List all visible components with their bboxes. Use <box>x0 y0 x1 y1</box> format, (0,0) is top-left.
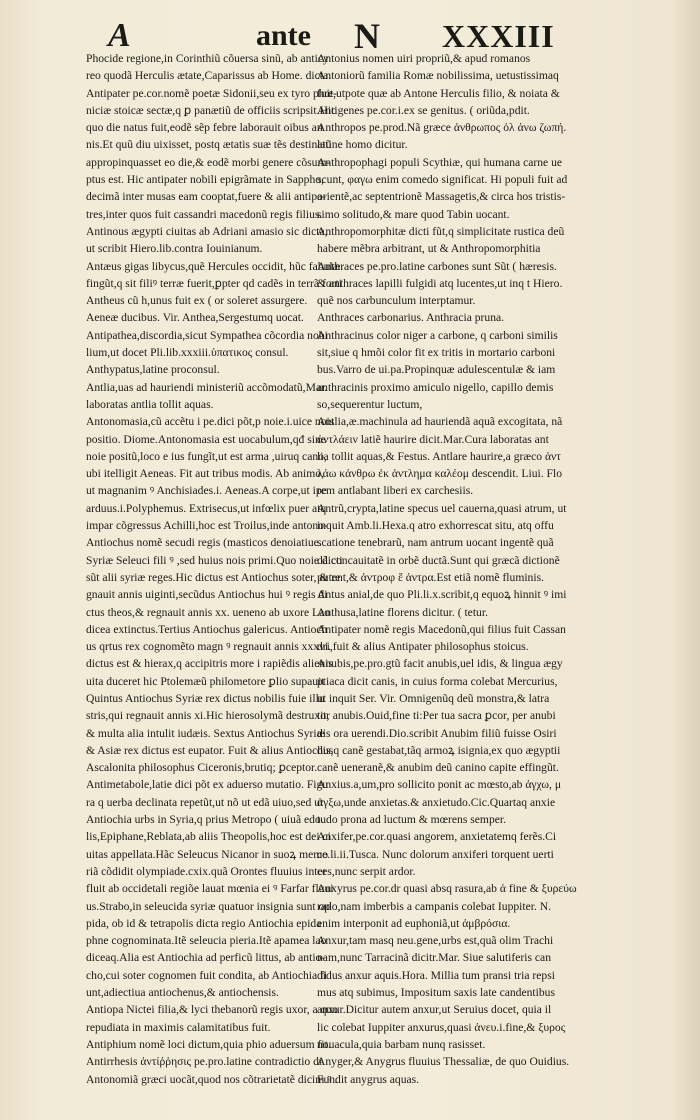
text-line: Antipathea,discordia,sicut Sympathea cõcordia nobi <box>86 328 328 342</box>
text-line: Antipater pe.cor.nomẽ poetæ Sidonii,seu ex tyro phœ- <box>86 86 337 100</box>
text-line: Antrũ,crypta,latine specus uel cauerna,quasi atrum, ut <box>317 501 567 515</box>
text-line: positio. Diome.Antonomasia est uocabulum,qđ sine <box>86 432 326 446</box>
text-line: impar cõgressus Achilli,hoc est Troilus,inde antono- <box>86 519 328 533</box>
text-line: Ascalonita philosophus Ciceronis,brutiq; ꝑceptor. <box>86 761 318 775</box>
text-line: ce.li.ii.Tusca. Nunc dolorum anxiferi torquent uerti <box>317 847 554 861</box>
text-line: anthracinis proximo amiculo nigello, capillo demis <box>317 380 554 394</box>
text-line: dicea extinctus.Tertius Antiochus galericus. Antioch <box>86 622 328 636</box>
text-line: Anthraces pe.pro.latine carbones sunt Sũt ( hæresis. <box>317 259 557 273</box>
text-line: Antirrhesis ἀντίῤῥησις pe.pro.latine contradictio dr. <box>86 1055 326 1069</box>
text-line: mus atq subimus, Impositum saxis late candentibus <box>317 986 555 1000</box>
text-line: Anthracinus color niger a carbone, q carboni similis <box>317 328 558 342</box>
text-line: riã cõdidit olympiade.cxix.quã Orontes fluuius inter <box>86 864 327 878</box>
text-line: dã concauitatẽ in orbẽ ductã.Sunt qui græcã dictionẽ <box>317 553 560 567</box>
text-line: ra q uerba declinata repetũt,ut nõ ut edã uiuo,sed ut <box>86 795 324 809</box>
header-right-letter: N <box>354 16 380 56</box>
text-line: arduus.i.Polyphemus. Extrisecus,ut infœlix puer atq <box>86 501 327 515</box>
text-line: laboratas antlia tollit aquas. <box>86 397 214 411</box>
text-line: Antigenes pe.cor.i.ex se genitus. ( oriũda,pdit. <box>317 103 530 117</box>
text-line: fluit ab occidetali regiõe lauat mœnia ei ꝰ Farfar fluui <box>86 882 334 896</box>
text-line: Antoniorũ familia Romæ nobilissima, uetustissimaq <box>317 69 559 83</box>
text-line: Antonomasia,cũ accẽtu i pe.dici põt,p noie.i.uice nois <box>86 415 335 429</box>
text-line: latine homo dicitur. <box>317 138 408 152</box>
text-line: dictus est & hierax,q accipitris more i rapiẽdis alienis <box>86 657 333 671</box>
text-line: lic colebat Iuppiter anxurus,quasi ἀνευ.i.fine,& ξυρος <box>317 1020 566 1034</box>
text-line: canẽ ueneranẽ,& anubim deũ canino capite effingũt. <box>317 761 559 775</box>
text-line: Antimetabole,latie dici põt ex aduerso mutatio. Figu <box>86 778 329 792</box>
text-line: nis.Et quũ diu uixisset, postq ætatis suæ tẽs destinatũ <box>86 138 332 152</box>
text-line: tor anubis.Ouid,fine ti:Per tua sacra ꝑcor, per anubi <box>317 709 556 723</box>
text-line: Antinous ægypti ciuitas ab Adriani amasio sic dicta, <box>86 224 328 238</box>
text-line: stris,qui regnauit annis xi.Hic hierosolymã destruxit, <box>86 709 330 723</box>
text-line: Syriæ Seleuci fili ꝰ ,sed huius nois primi.Quo noie dicti <box>86 553 343 567</box>
text-line: diceaq.Alia est Antiochia ad perficũ littus, ab antio- <box>86 951 326 965</box>
text-line: reo quodã Herculis ætate,Caparissus ab Home. dicta. <box>86 69 332 83</box>
text-line: & multa alia intulit iudæis. Sextus Antiochus Syriæ <box>86 726 325 740</box>
text-line: Anthusa,latine florens dicitur. ( tetur. <box>317 605 488 619</box>
text-line: anxur.Dicitur autem anxur,ut Seruius docet, quia il <box>317 1003 552 1017</box>
text-line: Anxius.a,um,pro sollicito ponit ac mœsto,ab ἀγχω, μ <box>317 778 562 792</box>
text-line: uita duceret hic Ptolemæũ philometore ꝑlio supauit <box>86 674 325 688</box>
text-line: ut magnanim ꝰ Anchisiades.i. Aeneas.A corpe,ut ipe <box>86 484 327 498</box>
text-line: quẽ nos carbunculum interptamur. <box>317 294 476 308</box>
text-line: fuit,utpote quæ ab Antone Herculis filio, & noiata & <box>317 86 560 100</box>
text-line: sũt alii syriæ reges.Hic dictus est Antiochus soter, & re <box>86 570 341 584</box>
text-line: fingũt,q sit filiꝰ terræ fuerit,ꝑpter qd cadẽs in terrã forti <box>86 276 342 290</box>
text-line: Anyger,& Anygrus fluuius Thessaliæ, de quo Ouidius. <box>317 1055 570 1069</box>
text-line: didus anxur aquis.Hora. Millia tum pransi tria repsi <box>317 968 555 982</box>
text-line: Antiochus nomẽ secudi regis (masticos denoiatiue. <box>86 536 322 550</box>
text-line: Anubis,pe.pro.gtũ facit anubis,uel idis, & lingua ægy <box>317 657 563 671</box>
text-line: ces,nunc serpit ardor. <box>317 864 416 878</box>
text-line: cho,cui soter cognomen fuit condita, ab Antiochia fi <box>86 968 328 982</box>
text-line: Fundit anygrus aquas. <box>317 1072 420 1086</box>
text-line: habere mẽbra arbitrant, ut & Anthropomorphitia <box>317 242 541 256</box>
text-line: rem antlabant liberi ex carchesiis. <box>317 484 474 498</box>
text-line: putent,& ἀντροφ ἔ ἀντρα.Est etiã nomẽ fluminis. <box>317 570 544 584</box>
text-line: tudo prona ad luctum & mœrens semper. <box>317 813 507 827</box>
text-line: Antiopa Nictei filia,& lyci thebanorũ regis uxor, a quo <box>86 1003 338 1017</box>
text-line: so,sequerentur luctum, <box>317 397 423 411</box>
text-line: pida, ob id & tetrapolis dicta regio Antiochia epida <box>86 916 322 930</box>
text-line: ptus est. Hic antipater nobili epigrãmate in Sappho, <box>86 173 324 187</box>
text-line: & anthraces lapilli fulgidi atq lucentes,ut inq t Hiero. <box>317 276 563 290</box>
text-line: nam,nunc Tarracinã dicitr.Mar. Siue salutiferis can <box>317 951 551 965</box>
text-line: phne cognominata.Itẽ seleucia pieria.Itẽ apamea lao <box>86 934 327 948</box>
text-line: Anxyrus pe.cor.dr quasi absq rasura,ab ἀ fine & ξυρεύω <box>317 882 577 896</box>
text-line: us qrtus rex cognomẽto magn ꝰ regnauit annis xxxvi. <box>86 640 331 654</box>
text-line: Phocide regione,in Corinthiũ cõuersa sinũ, ab anticy <box>86 52 329 65</box>
text-line: Quintus Antiochus Syriæ rex dictus nobilis fuie illu <box>86 691 325 705</box>
text-line: orientẽ,ac septentrionẽ Massagetis,& circa hos tristis- <box>317 190 566 204</box>
text-line: Anthypatus,latine proconsul. <box>86 363 220 377</box>
text-line: niciæ stoicæ sectæ,q ꝑ panætiũ de officiis scripsit.Hic <box>86 103 337 117</box>
text-line: & Asiæ rex dictus est eupator. Fuit & alius Antiochus <box>86 743 334 757</box>
text-line: scunt, φαγω enim comedo significat. Hi populi fuit ad <box>317 173 568 187</box>
text-line: ἀγξω,unde anxietas.& anxietudo.Cic.Quartaq anxie <box>317 795 556 809</box>
text-line: lium,ut docet Pli.lib.xxxiii.ὑπατικος consul. <box>86 346 289 360</box>
text-line: nouacula,quia barbam nunq rasisset. <box>317 1037 486 1051</box>
page-edge-shadow <box>672 0 700 1120</box>
text-line: Anthropophagi populi Scythiæ, qui humana carne ue <box>317 155 563 169</box>
text-line: Antipater nomẽ regis Macedonũ,qui filius fuit Cassan <box>317 622 566 636</box>
text-line: ctus theos,& regnauit annis xx. ueneno ab uxore Lao <box>86 605 331 619</box>
text-line: decimã inter musas eam cooptat,fuere & alii antipa- <box>86 190 327 204</box>
text-line: Antlia,æ.machinula ad hauriendã aquã excogitata, nã <box>317 415 563 429</box>
text-line: ubi itelligit Aeneas. Fit aut tribus modis. Ab animo, <box>86 467 324 481</box>
text-line: scatione tenebrarũ, nam antrum uocant ingentẽ quã <box>317 536 554 550</box>
text-line: Antonomiã græci uocãt,quod nos cõtrarietatẽ dicim ꝰ . <box>86 1072 338 1086</box>
text-line: dri,fuit & alius Antipater philosophus stoicus. <box>317 640 529 654</box>
text-line: Anthraces carbonarius. Anthracia pruna. <box>317 311 505 325</box>
text-line: Antheus cũ h,unus fuit ex ( or soleret assurgere. <box>86 294 308 308</box>
text-line: quo die natus fuit,eodẽ sẽp febre laborauit oibus an <box>86 121 323 135</box>
text-line: lis,Epiphane,Reblata,ab aliis Theopolis,hoc est dei ci <box>86 830 331 844</box>
text-line: tres,inter quos fuit cassandri macedonũ regis filius. <box>86 207 323 221</box>
text-line: Anthropos pe.prod.Nã græce ἀνθρωπος ὀλ ἀνω ζωπή. <box>317 121 567 135</box>
text-line: Aeneæ ducibus. Vir. Anthea,Sergestumq uocat. <box>86 311 304 325</box>
text-line: λάω κἀνθρω ἐκ ἀντλημα καλέομ descendit. Liui. Flo <box>317 467 562 481</box>
text-line: ut inquit Ser. Vir. Omnigenũq deũ monstra,& latra <box>317 691 550 705</box>
right-text-column <box>317 50 583 1086</box>
text-line: gnauit annis uiginti,secũdus Antiochus hui ꝰ regis di <box>86 588 328 602</box>
left-text-column <box>86 50 343 1086</box>
text-line: ut scribit Hiero.lib.contra Iouinianum. <box>86 242 263 256</box>
text-line: Anxifer,pe.cor.quasi angorem, anxietatemq ferẽs.Ci <box>317 830 557 844</box>
text-line: appropinquasset eo die,& eodẽ morbi genere cõsum- <box>86 155 331 169</box>
text-line: Antonius nomen uiri propriũ,& apud romanos <box>317 52 531 65</box>
text-line: enim interponit ad euphoniã,ut ἀμβρόσια. <box>317 916 511 930</box>
text-line: ἀντλάειν latiẽ haurire dicit.Mar.Cura laboratas ant <box>317 432 549 446</box>
text-line: Antæus gigas libycus,quẽ Hercules occidit, hũc fabulæ <box>86 259 341 273</box>
text-line: Anxur,tam masq neu.gene,urbs est,quã olim Trachi <box>317 934 554 948</box>
text-line: dis,q canẽ gestabat,tãq armoꝝ isignia,ex quo ægyptii <box>317 743 561 757</box>
text-line: rado,nam imberbis a campanis colebat Iuppiter. N. <box>317 899 552 913</box>
text-line: Antiphium nomẽ loci dictum,quia phio aduersum fit. <box>86 1037 331 1051</box>
text-line: us.Strabo,in seleucida syriæ quatuor insignia sunt op <box>86 899 331 913</box>
header-left-letter: A <box>108 17 131 54</box>
text-line: Antlia,uas ad hauriendi ministeriũ accõmodatũ,Mar. <box>86 380 328 394</box>
text-line: inquit Amb.li.Hexa.q atro exhorrescat situ, atq offu <box>317 519 554 533</box>
text-line: ptiaca dicit canis, in cuius forma colebat Mercurius, <box>317 674 558 688</box>
text-line: lia tollit aquas,& Festus. Antlare haurire,a græco ἀντ <box>317 449 561 463</box>
text-line: repudiata in maximis calamitatibus fuit. <box>86 1020 271 1034</box>
text-line: unt,adiectiua antiochenus,& antiochensis. <box>86 986 279 1000</box>
header-middle-word: ante <box>256 19 311 52</box>
folio-number: XXXIII <box>442 18 555 54</box>
text-line: Antiochia urbs in Syria,q prius Metropo ( uiuã edo. <box>86 813 324 827</box>
text-line: bus.Varro de ui.pa.Propinquæ adulescentulæ & iam <box>317 363 556 377</box>
text-line: noie positũ,loco e ius fungĩt,ut est arma ,uiruq cano, <box>86 449 327 463</box>
text-line: uitas appellata.Hãc Seleucus Nicanor in suoꝝ memo <box>86 847 329 861</box>
text-line: Anthropomorphitæ dicti fũt,q simplicitate rustica deũ <box>317 224 565 238</box>
text-line: sit,siue q hmõi color fit ex tritis in mortario carboni <box>317 346 556 360</box>
text-line: dis ora uerendi.Dio.scribit Anubim filiũ fuisse Osiri <box>317 726 557 740</box>
text-line: Antus anial,de quo Pli.li.x.scribit,q equoꝝ hinnit ꝰ imi <box>317 588 567 602</box>
text-line: simo solitudo,& mare quod Tabin uocant. <box>317 207 510 221</box>
